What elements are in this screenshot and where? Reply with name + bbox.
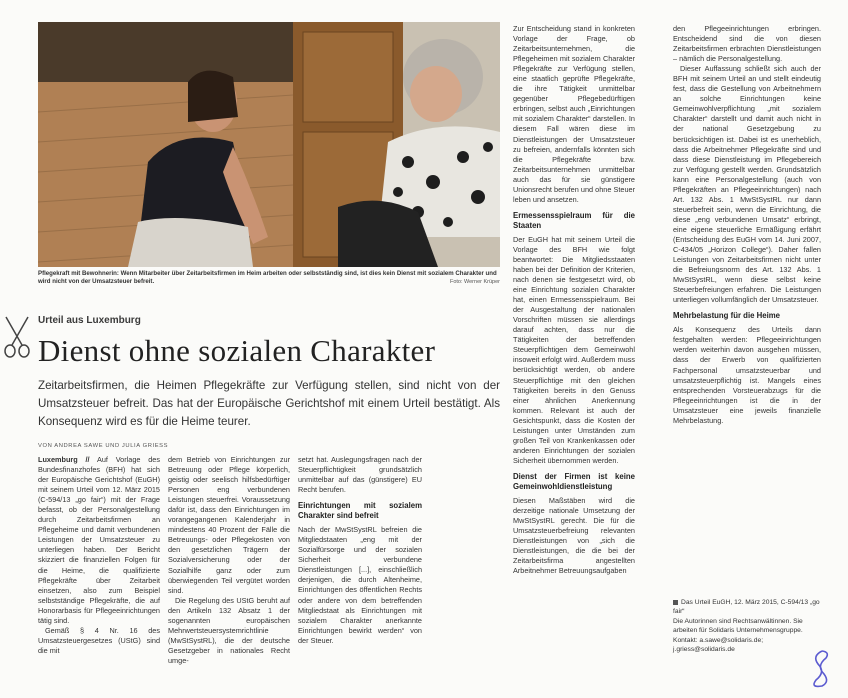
photo-credit: Foto: Werner Krüper — [449, 279, 500, 285]
article-column-2 — [168, 455, 290, 695]
paragraph: den Pflegeeinrichtungen erbringen. Entscheidend sind die von diesen Zeitarbeitsfirmen erbrachten Dienstleistungen – nämlich die Personalgestellung. — [673, 24, 821, 64]
paragraph: Als Konsequenz des Urteils dann festgehalten werden: Pflegeeinrichtungen werden weiterhin davon ausgehen müssen, dass der Erwerb von qualifizierten Fachpersonal umsatzsteuerbar und umsatzsteuerpflichtig ist. Mangels eines entsprechenden Vorsteuerabzugs für die Pflegeeinrichtungen ist die in der Umsatzsteuer eine jeweils finanzielle Mehrbelastung. — [673, 325, 821, 425]
subheading: Einrichtungen mit sozialem Charakter sind befreit — [298, 501, 422, 521]
photo-caption — [38, 270, 500, 286]
subheading: Mehrbelastung für die Heime — [673, 311, 781, 321]
article-photo — [38, 22, 500, 267]
photo-caption-text: Pflegekraft mit Bewohnerin: Wenn Mitarbeiter über Zeitarbeitsfirmen im Heim arbeiten oder selbstständig sind, ist dies kein Dienst mit sozialem Charakter und wird nicht von der Umsatzsteuer befreit. — [38, 270, 497, 285]
article-column-4 — [513, 24, 635, 695]
paragraph: Nach der MwStSystRL befreien die Mitgliedstaaten „eng mit der Sozialfürsorge und der sozialen Sicherheit verbundene Dienstleistungen [...], einschließlich derjenigen, die durch Altenheime, Einrichtungen des öffentlichen Rechts oder andere von dem betreffenden Mitgliedstaat als Einrichtungen mit sozialem Charakter anerkannte Einrichtungen bewirkt werden“ von der Steuer. — [298, 525, 422, 645]
info-box-reference-text: Das Urteil EuGH, 12. März 2015, C-594/13 „go fair“ — [673, 599, 820, 616]
paragraph: Die Regelung des UStG beruht auf den Artikeln 132 Absatz 1 der sogenannten europäischen Mehrwertsteuersystemrichtlinie (MwStSystRL), die der deutsche Gesetzgeber in nationales Recht umge- — [168, 595, 290, 665]
subheading: Dienst der Firmen ist keine Gemeinwohldienstleistung — [513, 471, 635, 491]
paragraph: Zur Entscheidung stand in konkreten Vorlage der Frage, ob Zeitarbeitsunternehmen, die Pflegeheimen mit sozialem Charakter Pflegekräfte zur Verfügung stellen, eine staatlich geprüfte Pflegekräfte, die ihre Tätigkeit unmittelbar gegenüber Pflegebedürftigen erbringen, selbst auch „Einrichtungen mit sozialem Charakter“ darstellen. In diesem Fall wären diese im Dienstleistungen der Umsatzsteuer zu befreien, andernfalls könnten sich die Pflegekräfte bzw. Zeitarbeitsunternehmen unmittelbar auch das für sie günstigere Unionsrecht berufen und ohne Steuer leben und ansetzen. — [513, 24, 635, 204]
article-column-3 — [298, 455, 422, 695]
paragraph: Dieser Auffassung schließt sich auch der BFH mit seinem Urteil an und stellt eindeutig fest, dass die Gestellung von Arbeitnehmern an solche Einrichtungen keine Gemeinwohlverpflichtung „mit sozialem Charakter“ darstellt und damit auch nicht in der national Gesetzgebung zu berücksichtigen ist. Dabei ist es unerheblich, dass die Arbeitnehmer Pflegekräfte sind und dass diese Dienstleistung im Pflegebereich zur Verfügung gestellt werden. Grundsätzlich kann eine Personalgestellung (auch von Pflegekräften an Pflegeeinrichtungen) nach Art. 132 Abs. 1 MwStSystRL nur dann steuerbefreit sein, wenn die Einrichtung, die diese „eng verbundenen Umsatz“ erbringt, eine eigene steuerliche Ermäßigung erfährt (Entscheidung des EuGH vom 14. Juni 2007, C-434/05 „Horizon College“). Daher fallen Leistungen von Zeitarbeitsfirmen nicht unter die Befreiungsnorm des Art. 132 Abs. 1 MwStSystRL, wenn diese selbst keine Steuerbefreiungen erfahren. Die Leistungen unterliegen vollumfänglich der Umsatzsteuer. — [673, 64, 821, 305]
paragraph: Gemäß § 4 Nr. 16 des Umsatzsteuergesetzes (UStG) sind die mit — [38, 625, 160, 655]
square-bullet-icon — [673, 600, 678, 605]
article-column-1 — [38, 455, 160, 695]
article-column-5 — [673, 24, 821, 594]
handwritten-mark-icon — [808, 648, 832, 690]
article-lead: Zeitarbeitsfirmen, die Heimen Pflegekräfte zur Verfügung stellen, sind nicht von der Umsatzsteuer befreit. Das hat der Europäische Gerichtshof mit einem Urteil bestätigt. Als Konsequenz wird es für die Heime teurer. — [38, 379, 500, 428]
info-box-authors: Die Autorinnen sind Rechtsanwältinnen. Sie arbeiten für Solidaris Unternehmensgruppe. Kontakt: a.sawe@solidaris.de; j.griess@solidaris.de — [673, 617, 803, 654]
paragraph — [38, 455, 160, 626]
article-headline: Dienst ohne sozialen Charakter — [38, 333, 436, 368]
info-box-reference — [673, 598, 821, 617]
subheading: Ermessensspielraum für die Staaten — [513, 210, 635, 230]
paragraph: setzt hat. Auslegungsfragen nach der Steuerpflichtigkeit grundsätzlich unmittelbar auf das (günstigere) EU Recht berufen. — [298, 455, 422, 495]
photo-nurse-with-resident — [38, 22, 500, 267]
paragraph-text: Auf Vorlage des Bundesfinanzhofes (BFH) hat sich der Europäische Gerichtshof (EuGH) mit seinem Urteil vom 12. März 2015 (C-594/13 „go fair“) mit der Frage befasst, ob der Personalgestellung durch Zeitarbeitsfirmen an Pflegeheime und damit verbundenen Leistungen der Umsatzsteuer zu unterliegen haben. Der Bericht skizziert die finanziellen Folgen für die Heime, die qualifizierte Pflegekräfte über Zeitarbeit einsetzen, also zum Beispiel selbstständige Pflegekräfte, die auf Honorarbasis für Pflegeeinrichtungen tätig sind. — [38, 455, 160, 625]
paragraph: Der EuGH hat mit seinem Urteil die Vorlage des BFH wie folgt beantwortet: Die Mitgliedsstaaten haben bei der Definition der Kriterien, nach denen sie festgesetzt wird, ob eine Einrichtung sozialen Charakter hat, einen Ermessensspielraum. Bei der Ausgestaltung der nationalen Vorschriften müssen sie allerdings darauf achten, dass nur die Tätigkeiten der betreffenden Steuerpflichtigen dem Gemeinwohl insoweit erfolgt wird. Außerdem muss berücksichtigt werden, ob andere Steuerpflichtige mit den gleichen Tätigkeiten bereits in den Genuss einer ähnlichen Anerkennung kommen. Relevant ist auch der Gesichtspunkt, dass die Kosten der Leistungen unter Umständen zum großen Teil von Krankenkassen oder anderen Einrichtungen der sozialen Sicherheit übernommen werden. — [513, 234, 635, 465]
dateline: Luxemburg // — [38, 455, 90, 464]
paragraph: Diesen Maßstäben wird die derzeitige nationale Umsetzung der MwStSystRL gerecht. Die für die Umsatzsteuerbefreiung relevanten Dienstleistungen von „sich die Dienstleistungen, die die bei der Zeitarbeitsfirma angestellten Arbeitnehmer Betreuungsaufgaben — [513, 495, 635, 576]
info-box — [673, 598, 821, 654]
article-authors: VON ANDREA SAWE UND JULIA GRIESS — [38, 443, 169, 449]
scissors-icon — [2, 315, 32, 359]
paragraph: dem Betrieb von Einrichtungen zur Betreuung oder Pflege körperlich, geistig oder seelisch hilfsbedürftiger Personen eng verbundenen Leistungen steuerfrei. Voraussetzung dafür ist, dass den Einrichtungen im vorangegangenen Kalenderjahr in mindestens 40 Prozent der Fälle die Betreuungs- oder Pflegekosten von den gesetzlichen Trägern der Sozialversicherung oder der Sozialhilfe ganz oder zum überwiegenden Teil vergütet worden sind. — [168, 455, 290, 595]
article-kicker: Urteil aus Luxemburg — [38, 315, 141, 326]
